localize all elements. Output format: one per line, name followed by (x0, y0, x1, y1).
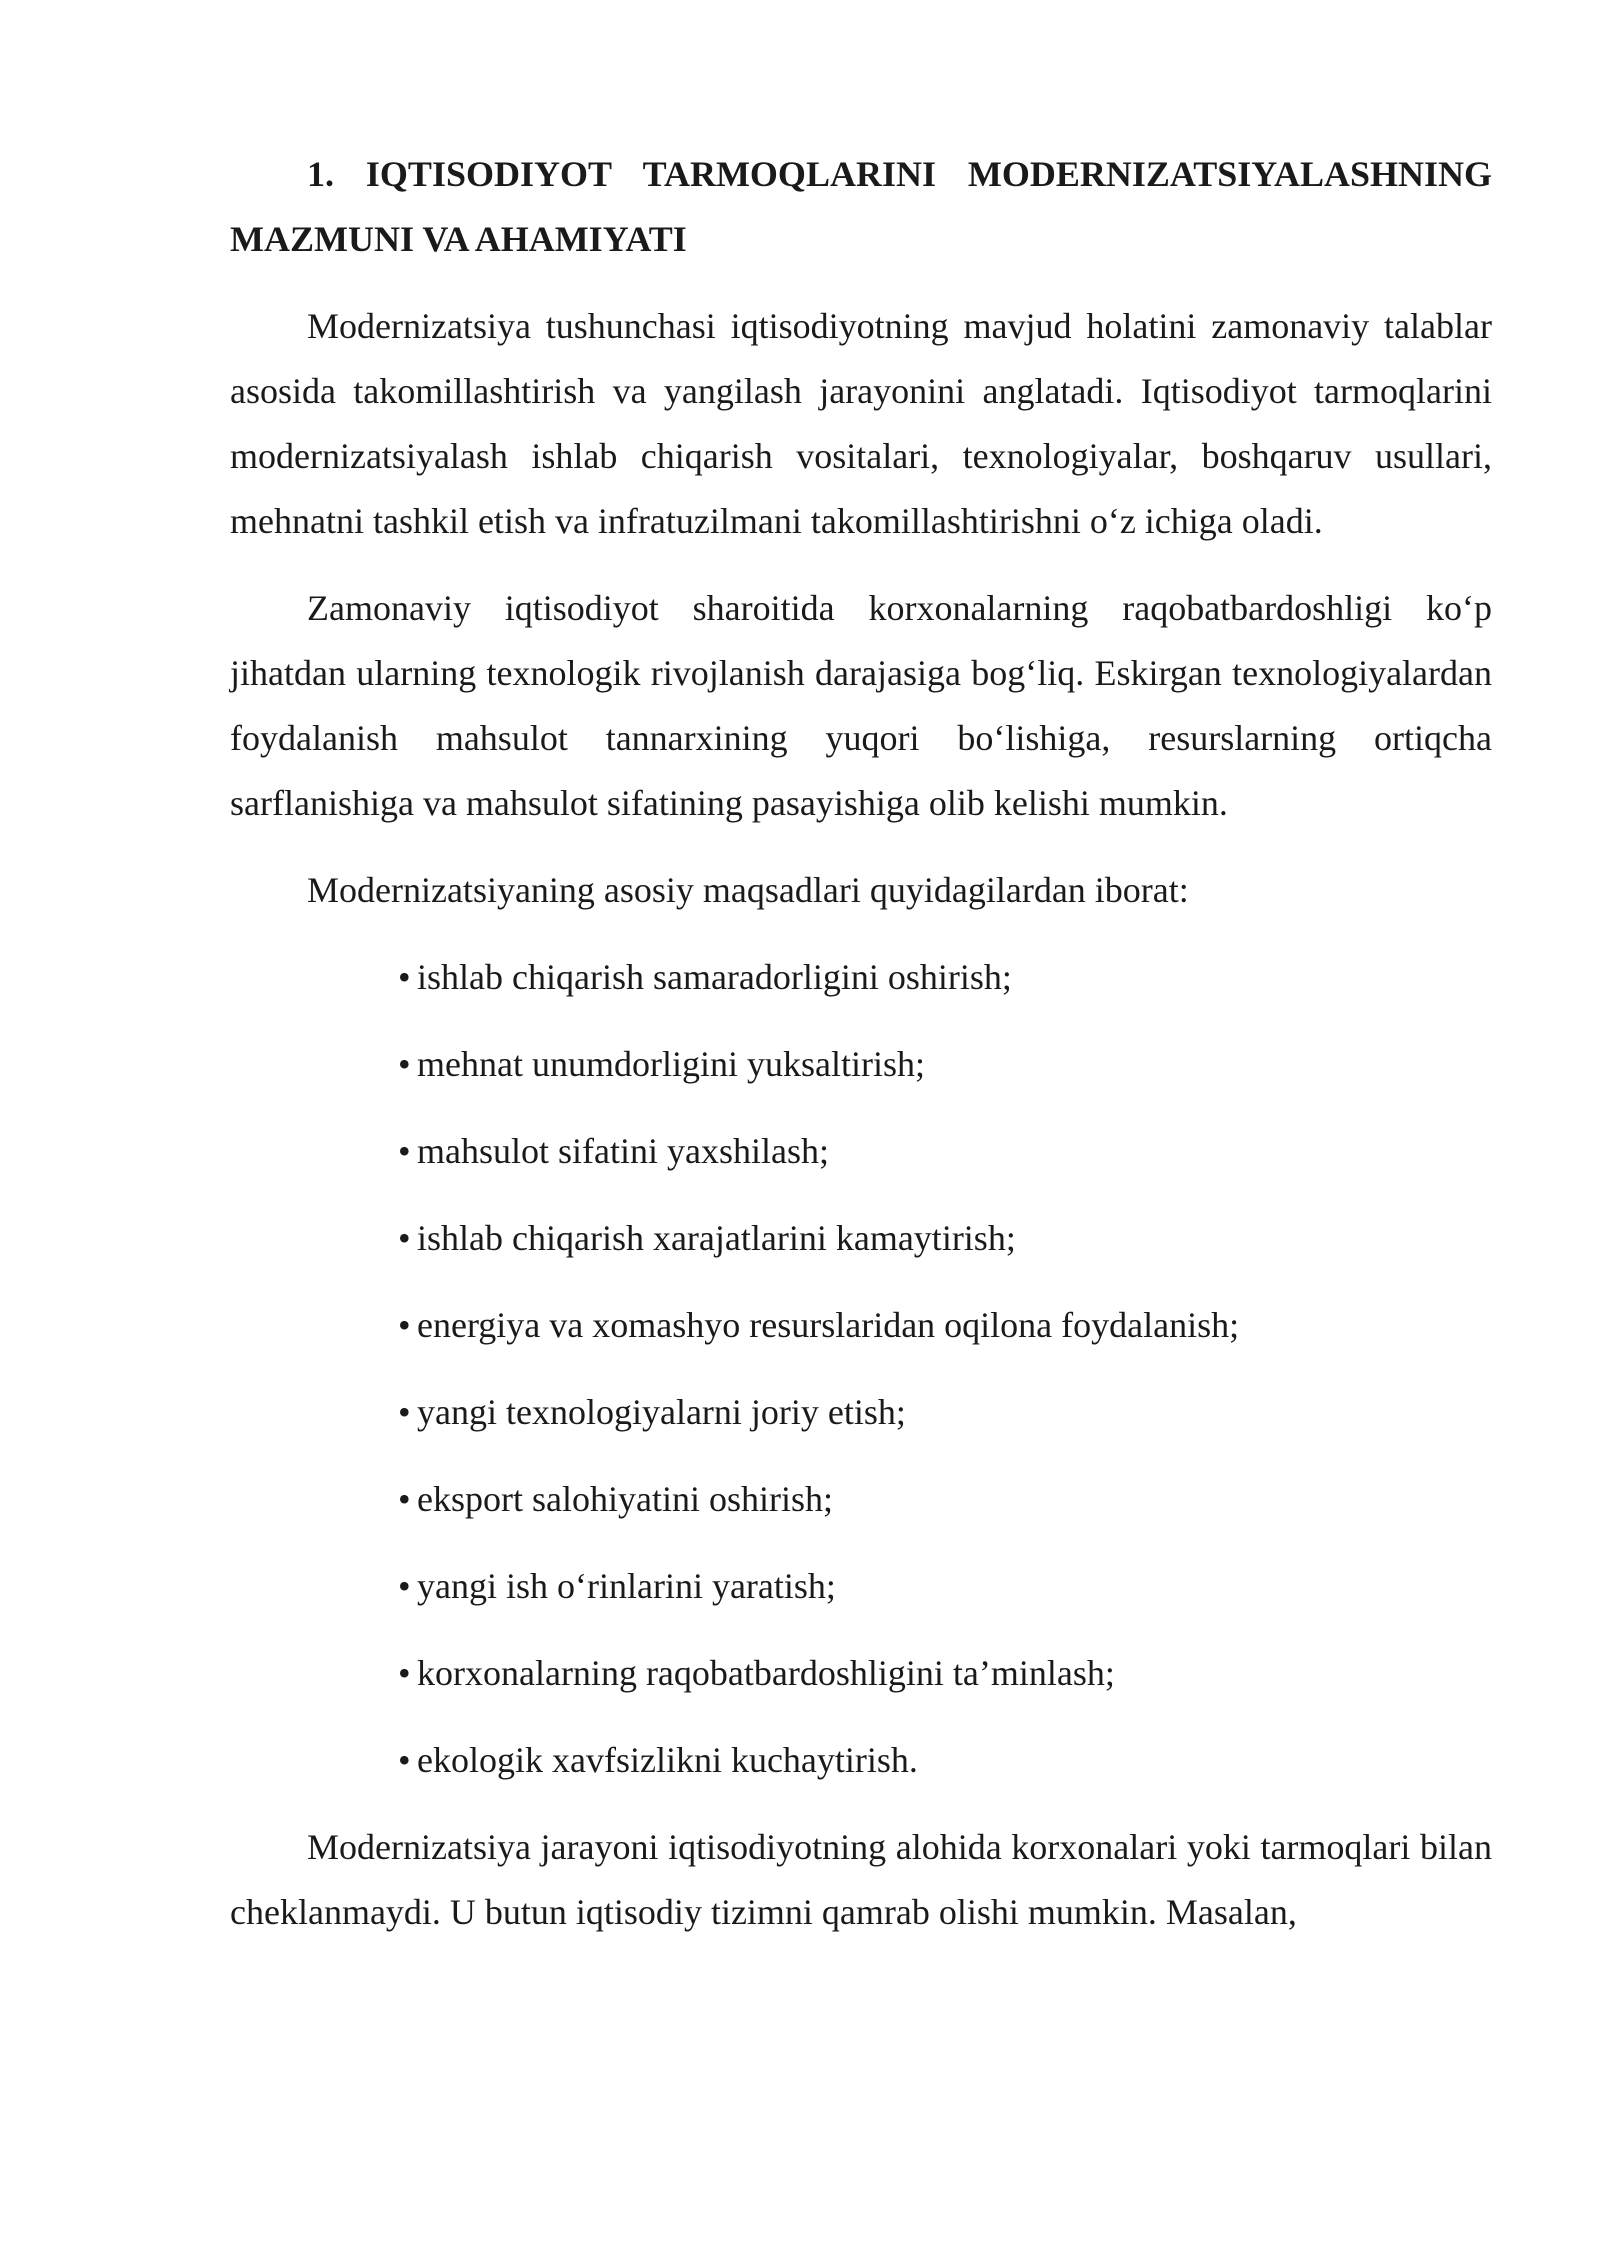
list-item (398, 1467, 1492, 1532)
list-item-text: energiya va xomashyo resurslaridan oqilona foydalanish; (417, 1305, 1240, 1345)
bullet-icon: • (398, 957, 411, 997)
list-item-text: eksport salohiyatini oshirish; (417, 1479, 833, 1519)
bullet-icon: • (398, 1044, 411, 1084)
bullet-icon: • (398, 1566, 411, 1606)
paragraph-scope: Modernizatsiya jarayoni iqtisodiyotning alohida korxonalari yoki tarmoqlari bilan cheklanmaydi. U butun iqtisodiy tizimni qamrab olishi mumkin. Masalan, (230, 1827, 1492, 1932)
bullet-icon: • (398, 1479, 411, 1519)
list-item-text: ishlab chiqarish xarajatlarini kamaytirish; (417, 1218, 1016, 1258)
list-item-text: yangi texnologiyalarni joriy etish; (417, 1392, 906, 1432)
paragraph-definition: Modernizatsiya tushunchasi iqtisodiyotning mavjud holatini zamonaviy talablar asosida takomillashtirish va yangilash jarayonini anglatadi. Iqtisodiyot tarmoqlarini modernizatsiyalash ishlab chiqarish vositalari, texnologiyalar, boshqaruv usullari, mehnatni tashkil etish va infratuzilmani takomillashtirishni o‘z ichiga oladi. (230, 306, 1492, 541)
document-page (230, 142, 1492, 1967)
bullet-icon: • (398, 1392, 411, 1432)
bullet-icon: • (398, 1131, 411, 1171)
list-item-text: mahsulot sifatini yaxshilash; (417, 1131, 829, 1171)
list-item (398, 945, 1492, 1010)
bullet-icon: • (398, 1218, 411, 1258)
list-item (398, 1119, 1492, 1184)
goals-list (230, 945, 1492, 1793)
bullet-icon: • (398, 1653, 411, 1693)
list-item-text: yangi ish o‘rinlarini yaratish; (417, 1566, 836, 1606)
list-item (398, 1293, 1492, 1358)
bullet-icon: • (398, 1305, 411, 1345)
list-item (398, 1641, 1492, 1706)
list-item (398, 1032, 1492, 1097)
section-heading: 1. IQTISODIYOT TARMOQLARINI MODERNIZATSIYALASHNING MAZMUNI VA AHAMIYATI (230, 154, 1492, 259)
list-item (398, 1554, 1492, 1619)
list-item-text: korxonalarning raqobatbardoshligini ta’minlash; (417, 1653, 1115, 1693)
list-item (398, 1206, 1492, 1271)
list-item (398, 1380, 1492, 1445)
paragraph-competitiveness: Zamonaviy iqtisodiyot sharoitida korxonalarning raqobatbardoshligi ko‘p jihatdan ularning texnologik rivojlanish darajasiga bog‘liq. Eskirgan texnologiyalardan foydalanish mahsulot tannarxining yuqori bo‘lishiga, resurslarning ortiqcha sarflanishiga va mahsulot sifatining pasayishiga olib kelishi mumkin. (230, 588, 1492, 823)
list-item-text: mehnat unumdorligini yuksaltirish; (417, 1044, 925, 1084)
list-item-text: ekologik xavfsizlikni kuchaytirish. (417, 1740, 918, 1780)
goals-intro: Modernizatsiyaning asosiy maqsadlari quyidagilardan iborat: (307, 870, 1189, 910)
list-item-text: ishlab chiqarish samaradorligini oshirish; (417, 957, 1012, 997)
bullet-icon: • (398, 1740, 411, 1780)
list-item (398, 1728, 1492, 1793)
